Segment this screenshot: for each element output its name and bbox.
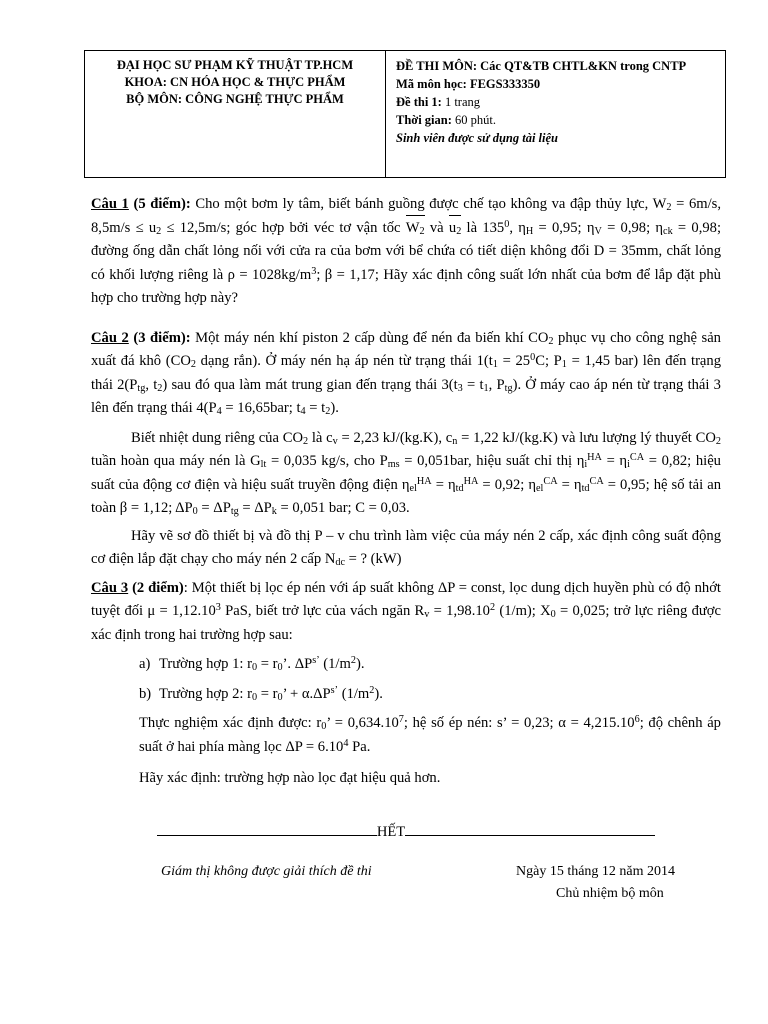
q1-sub: 2 xyxy=(156,225,162,237)
q2-sub: 4 xyxy=(300,406,306,417)
q2-sub: 3 xyxy=(457,382,463,394)
question-1 xyxy=(91,193,721,311)
q3-sup: 2 xyxy=(489,602,496,613)
question-3-data xyxy=(91,712,721,759)
q1-text-3: ≤ 12,5m/s; góc hợp bởi véc tơ vận tốc xyxy=(161,219,406,236)
q2-sub: 0 xyxy=(192,506,198,517)
q2-text: tuần hoàn qua máy nén là G xyxy=(91,453,261,469)
q1-text-6: , η xyxy=(509,219,526,236)
q3-text: ’ = 0,634.10 xyxy=(326,715,399,731)
q3-text: (1/m xyxy=(319,656,351,672)
q2-text: = 0,95; hệ số tải an toàn β = 1,12; ΔP xyxy=(91,476,721,516)
question-2-title: Câu 2 xyxy=(91,329,129,346)
case-a xyxy=(91,653,721,677)
q1-eta: η xyxy=(586,219,595,236)
q3-text: ; độ chênh áp suất ở hai phía màng lọc ΔP = 6.10 xyxy=(139,715,721,755)
q2-sup: HA xyxy=(587,452,602,463)
exam-info-block xyxy=(386,51,725,177)
case-b-text xyxy=(139,683,721,707)
q2-sub: k xyxy=(271,506,277,517)
q1-text-12: xác định công suất lớn nhất của bơm để lắp đặt phù hợp cho trường hợp này? xyxy=(91,266,721,306)
q2-text: = 0,051 bar; C = 0,03. xyxy=(276,500,410,516)
question-1-title: Câu 1 xyxy=(91,196,129,212)
q1-text-1: Cho một bơm ly tâm, biết bánh guồng được chế tạo không va đập thủy lực, xyxy=(195,196,649,212)
q3-text: = r xyxy=(257,685,278,702)
faculty-name: KHOA: CN HÓA HỌC & THỰC PHẨM xyxy=(124,75,346,89)
question-3-title: Câu 3 xyxy=(91,579,129,596)
q2-sub: 2 xyxy=(303,435,309,447)
q3-text: = 1,98.10 xyxy=(429,603,490,619)
exam-title: ĐỀ THI MÔN: Các QT&TB CHTL&KN trong CNTP xyxy=(396,59,687,73)
q2-sub: lt xyxy=(260,459,267,470)
q3-sup: 4 xyxy=(343,737,349,749)
q1-w: W xyxy=(652,196,667,212)
q3-sup: 3 xyxy=(215,602,221,613)
q2-text: ) sau đó qua làm mát trung gian đến trạng thái 3(t xyxy=(162,376,458,393)
q2-sub: td xyxy=(581,482,590,494)
q3-sub: 0 xyxy=(277,691,283,703)
q1-u-vec: u xyxy=(448,219,457,236)
case-a-text xyxy=(139,653,721,677)
q1-sup: 0 xyxy=(504,218,510,230)
q2-sup: CA xyxy=(629,452,645,463)
time-line xyxy=(396,111,717,129)
q1-text-4: và xyxy=(424,219,449,236)
question-1-points: (5 điểm): xyxy=(133,196,191,212)
q1-sub: ck xyxy=(663,225,673,237)
q2-sub: 1 xyxy=(483,382,489,394)
q1-text-8: = 0,98; η xyxy=(601,219,664,236)
q1-w-vec: W xyxy=(405,219,420,236)
q3-text: ; hệ số ép nén: s’ = 0,23; α = 4,215.10 xyxy=(403,715,635,731)
question-3 xyxy=(91,577,721,648)
q1-text-11: ; β = 1,17; Hãy xyxy=(316,266,408,283)
case-a-label: a) xyxy=(139,656,151,672)
q1-sub: 2 xyxy=(456,225,462,237)
q2-text: = η xyxy=(601,453,628,469)
q1-sub: H xyxy=(525,225,534,237)
q1-text-7: = 0,95; xyxy=(533,219,582,236)
end-marker xyxy=(150,824,662,841)
school-name: ĐẠI HỌC SƯ PHẠM KỸ THUẬT TP.HCM xyxy=(116,58,354,72)
q2-text: phục vụ cho công nghệ sản xuất đá khô (CO xyxy=(91,329,721,369)
q3-sub: 0 xyxy=(251,662,258,673)
end-rule-left xyxy=(157,835,377,836)
question-2-task xyxy=(91,525,721,572)
q1-sub: 2 xyxy=(419,225,425,237)
q3-text: (1/m); X xyxy=(495,603,551,619)
q2-text: , P xyxy=(488,376,505,393)
time-label: Thời gian: xyxy=(396,113,452,127)
time-value: 60 phút. xyxy=(455,113,497,127)
q2-text: = t xyxy=(305,400,326,416)
q3-text: Trường hợp 1: r xyxy=(159,656,252,672)
q2-text: = 0,051bar, hiệu suất chỉ thị η xyxy=(399,453,585,469)
q2-text: dạng rắn). Ở máy nén hạ áp nén từ trạng thái 1(t xyxy=(196,353,493,369)
question-2-data xyxy=(91,427,721,521)
q2-sup: 0 xyxy=(530,352,536,363)
exam-body xyxy=(91,193,721,791)
q2-text: = 0,82; hiệu suất của động cơ điện và hiệu suất truyền động điện η xyxy=(91,453,721,493)
q2-text: ). Ở máy cao áp nén từ trạng thái 3 lên đến trạng thái 4(P xyxy=(91,376,721,416)
q1-text-10: diện không đổi D = 35mm, chất lỏng có khối lượng riêng là ρ = 1028kg/m xyxy=(91,243,722,283)
q3-sub: 0 xyxy=(277,662,283,673)
q1-sub: V xyxy=(594,225,602,237)
q1-sub: 2 xyxy=(666,202,672,213)
exam-date: Ngày 15 tháng 12 năm 2014 xyxy=(516,864,676,879)
question-3-task: Hãy xác định: trường hợp nào lọc đạt hiệu quả hơn. xyxy=(139,770,441,786)
proctor-note: Giám thị không được giải thích đề thi xyxy=(161,864,372,879)
q2-sub: 2 xyxy=(715,435,721,447)
course-code: FEGS333350 xyxy=(469,77,541,91)
q2-sub: i xyxy=(627,459,630,470)
question-3-points: (2 điểm) xyxy=(132,579,184,596)
q3-sub: v xyxy=(424,609,430,620)
q2-text: Một máy nén khí piston 2 cấp dùng để nén đa biến khí CO xyxy=(195,329,549,346)
course-code-line xyxy=(396,75,717,93)
q2-text: Hãy vẽ sơ đồ thiết bị và đồ thị P – v chu trình làm việc của máy nén 2 cấp, xác định công suất động cơ điện lắp đặt chạy cho máy nén 2 cấp N xyxy=(91,527,721,567)
q3-text: ’. ΔP xyxy=(282,656,313,672)
q2-text: = 0,035 kg/s, cho P xyxy=(266,453,388,469)
q3-text: = r xyxy=(257,656,278,672)
q2-text: , t xyxy=(145,376,158,393)
q2-sub: el xyxy=(409,482,417,494)
q3-text: Thực nghiệm xác định được: r xyxy=(139,715,322,731)
q2-sub: tg xyxy=(230,506,239,517)
q2-sub: tg xyxy=(504,382,513,394)
q3-text: ). xyxy=(355,656,365,672)
vector-u2 xyxy=(449,217,461,241)
q1-text-5: là 135 xyxy=(461,219,505,236)
q2-sub: 2 xyxy=(157,382,163,394)
q2-sup: HA xyxy=(463,475,479,487)
q3-sup: 2 xyxy=(369,684,375,696)
q2-text: = 25 xyxy=(497,353,531,369)
question-2 xyxy=(91,327,721,421)
exam-number-label: Đề thi 1: xyxy=(396,95,442,109)
institution-block xyxy=(85,51,386,177)
q3-text: : Một thiết bị lọc ép nén với áp suất không ΔP = const, lọc dung dịch huyền phù có độ nhớt tuyệt đối μ = 1,12.10 xyxy=(91,579,721,619)
q2-text: = 2,23 kJ/(kg.K), c xyxy=(337,429,453,446)
q3-text: (1/m xyxy=(338,685,370,702)
q2-sub: ms xyxy=(387,459,400,470)
q2-text: = η xyxy=(557,476,582,493)
q2-text: Biết nhiệt dung riêng của CO xyxy=(131,429,303,446)
q1-text-9: = 0,98; đường ống dẫn chất lỏng nối với cửa ra của bơm với bể chứa có tiết xyxy=(91,219,721,259)
q2-sup: CA xyxy=(543,475,558,487)
q2-text: = ΔP xyxy=(238,500,272,516)
end-label: HẾT xyxy=(376,824,406,840)
q2-text: = 1,22 kJ/(kg.K) và lưu lượng lý thuyết CO xyxy=(457,429,716,446)
q3-sub: 0 xyxy=(251,691,258,703)
q3-sub: 0 xyxy=(550,609,556,620)
q2-text: là c xyxy=(308,429,333,446)
case-b-label: b) xyxy=(139,685,152,702)
q3-sup: 7 xyxy=(398,714,404,725)
q2-sub: v xyxy=(332,435,338,447)
q2-sub: n xyxy=(452,435,458,447)
q3-sup: s’ xyxy=(312,655,320,666)
q2-text: = 0,92; η xyxy=(478,476,536,493)
q3-text: ’ + α.ΔP xyxy=(282,685,331,702)
exam-pages: 1 trang xyxy=(444,95,481,109)
q2-text: = η xyxy=(431,476,456,493)
end-rule-right xyxy=(405,835,655,836)
vector-w2 xyxy=(406,217,425,241)
q2-sub: 1 xyxy=(492,359,498,370)
q2-sub: 2 xyxy=(190,359,197,370)
q3-text: ). xyxy=(374,685,383,702)
exam-header xyxy=(84,50,726,178)
q2-text: = ΔP xyxy=(197,500,231,516)
question-2-points: (3 điểm): xyxy=(133,329,191,346)
q2-text: ). xyxy=(330,400,339,416)
q2-sup: CA xyxy=(589,475,604,487)
q2-sub: 1 xyxy=(561,359,567,370)
case-b xyxy=(91,683,721,707)
q3-sup: 2 xyxy=(350,655,356,666)
q3-sub: 0 xyxy=(321,721,327,732)
q2-text: = t xyxy=(462,376,484,393)
q2-sub: 2 xyxy=(548,335,554,347)
q2-sub: 4 xyxy=(216,406,222,417)
q2-sup: HA xyxy=(416,475,432,487)
q2-text: = ? (kW) xyxy=(345,551,402,567)
q2-sub: 2 xyxy=(325,406,331,417)
q3-text: Trường hợp 2: r xyxy=(159,685,252,702)
q3-sup: 6 xyxy=(634,714,640,725)
spacer xyxy=(91,759,721,767)
q2-sub: td xyxy=(455,482,464,494)
materials-note: Sinh viên được sử dụng tài liệu xyxy=(396,131,558,145)
exam-number-line xyxy=(396,93,717,111)
signature-title: Chủ nhiệm bộ môn xyxy=(556,886,664,901)
q2-text: = 1,45 bar) lên đến trạng thái 2(P xyxy=(91,353,722,393)
spacer xyxy=(91,311,721,327)
q3-text: Pa. xyxy=(348,738,371,755)
q2-text: C; P xyxy=(535,353,562,369)
course-code-label: Mã môn học: xyxy=(396,77,467,91)
q2-sub: i xyxy=(584,459,588,470)
q3-text: = 0,025; trở lực riêng được xác định trong hai trường hợp sau: xyxy=(91,603,721,643)
q2-text: = 16,65bar; t xyxy=(221,400,301,416)
q2-sub: tg xyxy=(137,382,146,394)
q2-sub: el xyxy=(536,482,544,494)
q1-sup: 3 xyxy=(311,265,317,277)
q3-sup: s’ xyxy=(330,684,339,696)
department-name: BỘ MÔN: CÔNG NGHỆ THỰC PHẨM xyxy=(126,92,344,106)
q3-text: PaS, biết trở lực của vách ngăn R xyxy=(220,603,425,619)
q2-sub: dc xyxy=(335,557,346,568)
q1-text-2: = 6m/s, 8,5m/s ≤ u xyxy=(91,196,721,236)
